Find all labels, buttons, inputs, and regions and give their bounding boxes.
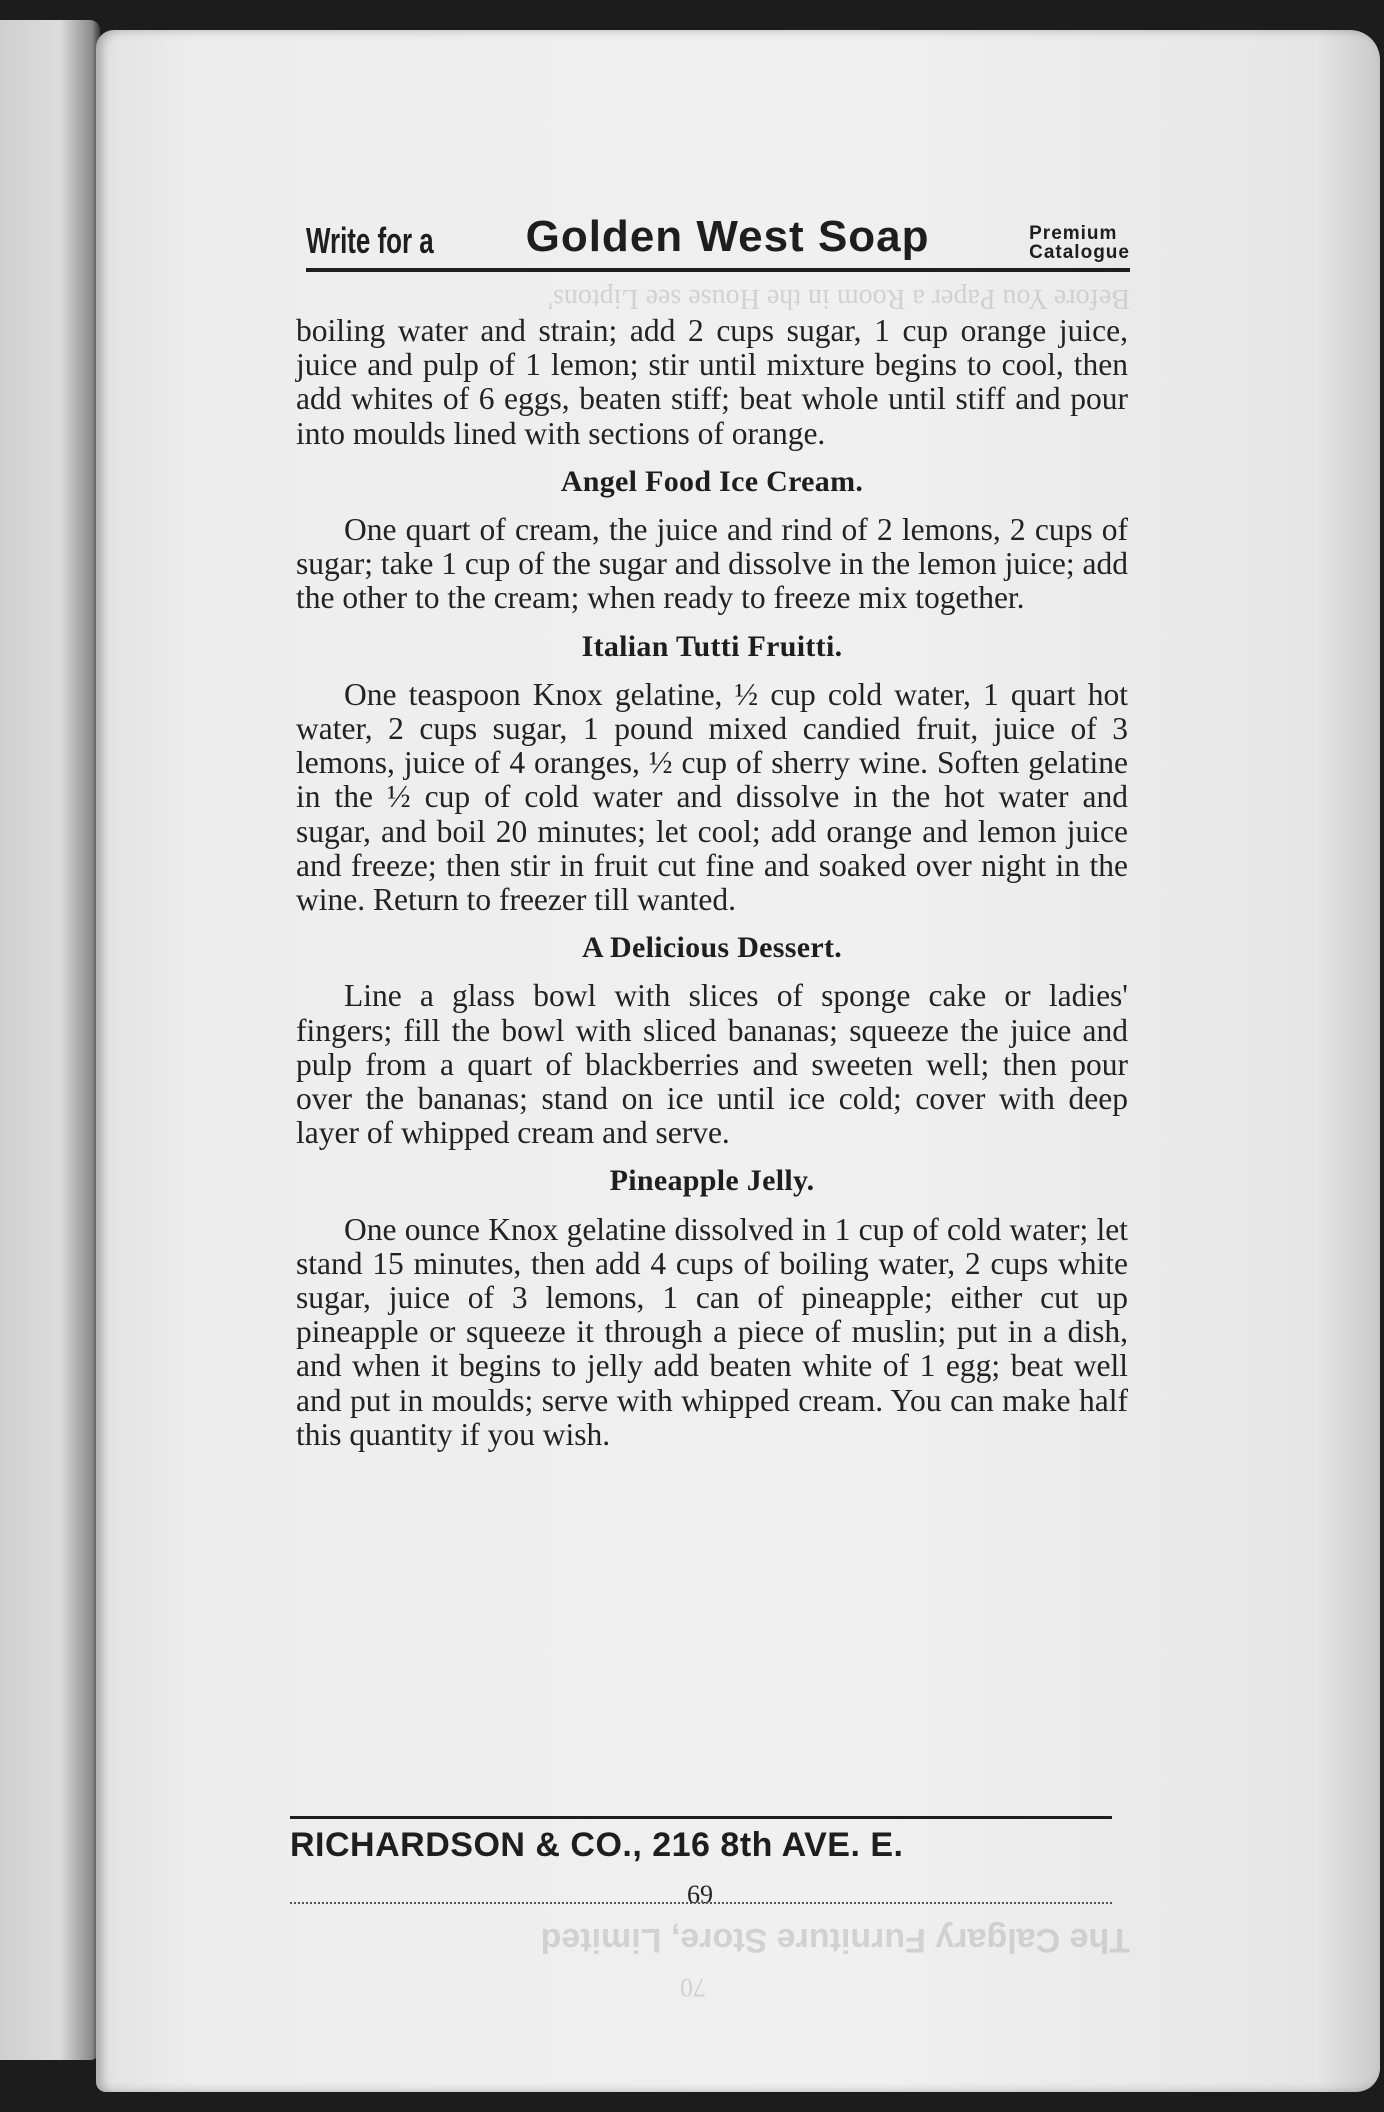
header-catalogue-line2: Catalogue [1029,242,1130,263]
page-header [306,206,1130,272]
bleed-through-page-number: 70 [680,1973,706,2002]
tutti-fruitti-title: Italian Tutti Fruitti. [581,629,843,663]
header-catalogue [1029,224,1130,262]
angel-food-paragraph: One quart of cream, the juice and rind of 2 lemons, 2 cups of sugar; take 1 cup of the sugar and dissolve in the lemon juice; add the other to the cream; when ready to freeze mix together. [296,512,1128,616]
tutti-fruitti-paragraph: One teaspoon Knox gelatine, ½ cup cold water, 1 quart hot water, 2 cups sugar, 1 pound mixed candied fruit, juice of 3 lemons, juice of 4 oranges, ½ cup of sherry wine. Soften gelatine in the ½ cup of cold water and dissolve in the hot water and sugar, and boil 20 minutes; let cool; add orange and lemon juice and freeze; then stir in fruit cut fine and soaked over night in the wine. Return to freezer till wanted. [296,676,1128,918]
footer-address: RICHARDSON & CO., 216 8th AVE. E. [290,1826,904,1864]
page-number: 69 [687,1880,713,1909]
header-catalogue-line1: Premium [1029,223,1118,244]
angel-food-title: Angel Food Ice Cream. [560,464,864,498]
dessert-paragraph: Line a glass bowl with slices of sponge cake or ladies' fingers; fill the bowl with sliced bananas; squeeze the juice and pulp from a quart of blackberries and sweeten well; then pour over the bananas; stand on ice until ice cold; cover with deep layer of whipped cream and serve. [296,978,1128,1151]
bleed-through-top: Before You Paper a Room in the House see Liptons' [547,283,1130,314]
pineapple-jelly-paragraph: One ounce Knox gelatine dissolved in 1 cup of cold water; let stand 15 minutes, then add 4 cups of boiling water, 2 cups white sugar, juice of 3 lemons, 1 can of pineapple; either cut up pineapple or squeeze it through a piece of muslin; put in a dish, and when it begins to jelly add beaten white of 1 egg; beat well and put in moulds; serve with whipped cream. You can make half this quantity if you wish. [296,1211,1128,1452]
header-write-for: Write for a [306,220,434,261]
dotted-divider [290,1902,1112,1904]
facing-page-edge [0,20,100,2060]
bleed-through-bottom: The Calgary Furniture Store, Limited [540,1921,1130,1959]
intro-paragraph: boiling water and strain; add 2 cups sugar, 1 cup orange juice, juice and pulp of 1 lemon; stir until mixture begins to cool, then add whites of 6 eggs, beaten stiff; beat whole until stiff and pour into moulds lined with sections of orange. [296,313,1128,451]
recipe-text [296,314,1128,1452]
header-brand: Golden West Soap [525,212,930,261]
dessert-title: A Delicious Dessert. [581,931,843,965]
footer-rule [290,1816,1112,1819]
pineapple-jelly-title: Pineapple Jelly. [609,1164,815,1198]
